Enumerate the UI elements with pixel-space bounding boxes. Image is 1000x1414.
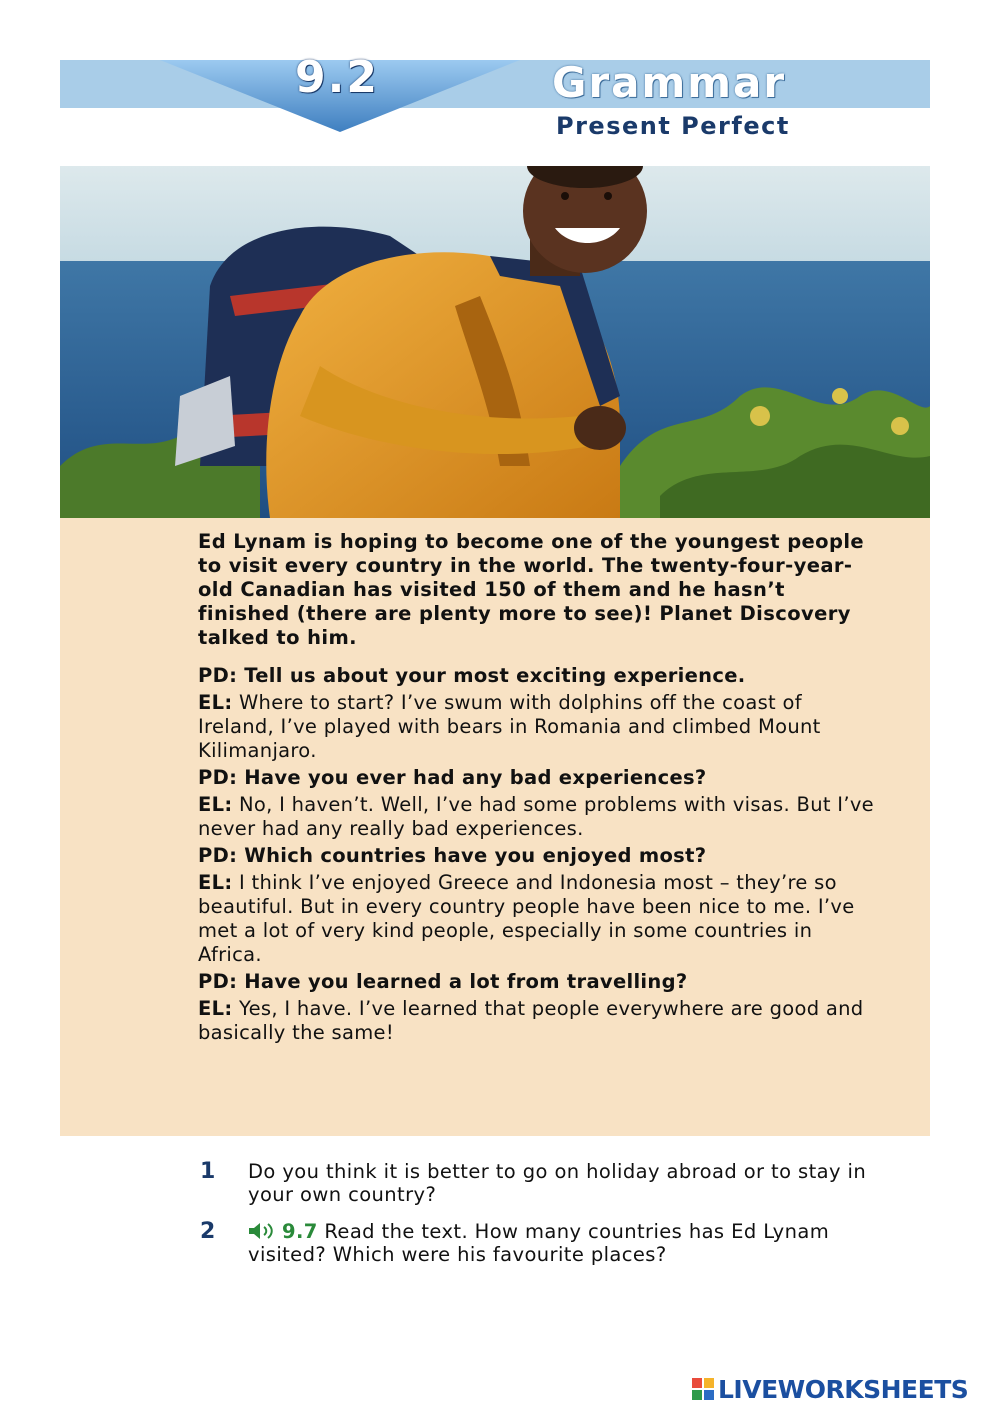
interview-answer — [198, 691, 878, 763]
brand-name: LIVEWORKSHEETS — [718, 1374, 969, 1404]
speaker-label: EL: — [198, 997, 233, 1020]
interview-qa — [198, 664, 878, 1045]
section-title: Grammar — [552, 58, 787, 107]
answer-text: Where to start? I’ve swum with dolphins off the coast of Ireland, I’ve played with bears in Romania and climbed Mount Kilimanjaro. — [198, 691, 821, 762]
interview-question: PD: Have you learned a lot from travelling? — [198, 970, 688, 993]
exercise-number: 2 — [200, 1219, 216, 1244]
speaker-label: EL: — [198, 793, 233, 816]
interview-answer — [198, 871, 878, 967]
speaker-label: EL: — [198, 691, 233, 714]
speaker-audio-icon[interactable] — [248, 1222, 278, 1240]
answer-text: I think I’ve enjoyed Greece and Indonesia most – they’re so beautiful. But in every country people have been nice to me. I’ve met a lot of very kind people, especially in some countries in Africa. — [198, 871, 855, 966]
unit-number: 9.2 — [295, 52, 379, 103]
answer-text: Yes, I have. I’ve learned that people everywhere are good and basically the same! — [198, 997, 864, 1044]
article-intro: Ed Lynam is hoping to become one of the youngest people to visit every country in the world. The twenty-four-year-old Canadian has visited 150 of them and he hasn’t finished (there are plenty more to see)! Planet Discovery talked to him. — [198, 530, 865, 649]
interview-question: PD: Tell us about your most exciting experience. — [198, 664, 746, 687]
interview-question: PD: Have you ever had any bad experiences? — [198, 766, 707, 789]
traveller-photo — [60, 166, 930, 518]
liveworksheets-logo-icon — [692, 1378, 714, 1400]
interview-answer — [198, 793, 878, 841]
exercise-text: Do you think it is better to go on holiday abroad or to stay in your own country? — [248, 1160, 867, 1206]
speaker-label: EL: — [198, 871, 233, 894]
liveworksheets-brand[interactable] — [692, 1374, 992, 1404]
interview-article — [198, 530, 878, 1048]
answer-text: No, I haven’t. Well, I’ve had some problems with visas. But I’ve never had any really bad experiences. — [198, 793, 874, 840]
audio-track-number[interactable]: 9.7 — [282, 1220, 318, 1243]
exercise-item — [200, 1160, 900, 1206]
exercise-text: Read the text. How many countries has Ed Lynam visited? Which were his favourite places? — [248, 1220, 830, 1266]
section-subtitle: Present Perfect — [556, 112, 790, 140]
interview-answer — [198, 997, 878, 1045]
exercise-item — [200, 1220, 900, 1266]
interview-question: PD: Which countries have you enjoyed most? — [198, 844, 707, 867]
exercise-number: 1 — [200, 1159, 216, 1184]
exercise-list — [200, 1160, 900, 1280]
